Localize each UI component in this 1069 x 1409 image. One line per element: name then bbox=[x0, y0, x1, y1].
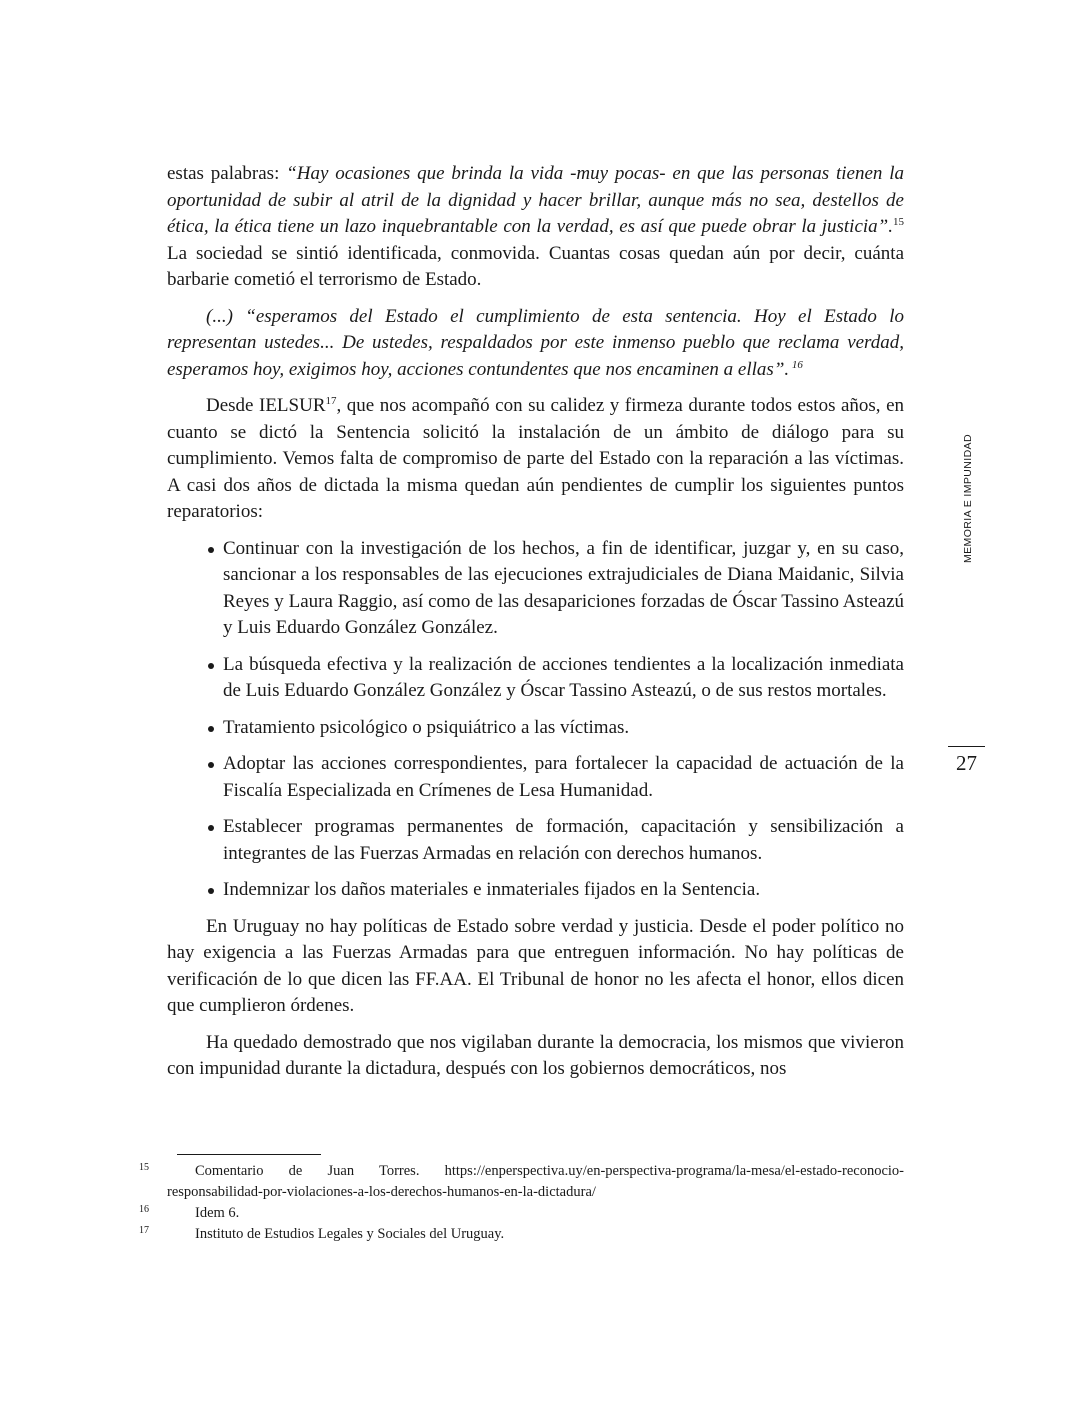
page-number: 27 bbox=[956, 751, 977, 775]
list-item: Adoptar las acciones correspondientes, para fortalecer la capacidad de actuación de la Fiscalía Especializada en Crímenes de Lesa Humanidad. bbox=[206, 751, 904, 804]
footnote-15 bbox=[139, 1161, 904, 1203]
footnote-text: Comentario de Juan Torres. https://enperspectiva.uy/en-perspectiva-programa/la-mesa/el-estado-reconocio-responsabilidad-por-violaciones-a-los-derechos-humanos-en-la-dictadura/ bbox=[167, 1163, 904, 1200]
paragraph-rest: La sociedad se sintió identificada, conmovida. Cuantas cosas quedan aún por decir, cuánta barbarie cometió el terrorismo de Estado. bbox=[167, 242, 904, 290]
footnote-text: Instituto de Estudios Legales y Sociales del Uruguay. bbox=[195, 1226, 505, 1242]
footnote-number: 15 bbox=[139, 1162, 149, 1173]
list-item: La búsqueda efectiva y la realización de acciones tendientes a la localización inmediata de Luis Eduardo González González y Óscar Tassino Asteazú, o de sus restos mortales. bbox=[206, 652, 904, 705]
list-item: Indemnizar los daños materiales e inmateriales fijados en la Sentencia. bbox=[206, 877, 904, 904]
paragraph-quote-torres bbox=[167, 161, 904, 294]
paragraph-ielsur bbox=[167, 393, 904, 526]
paragraph-uruguay-policies: En Uruguay no hay políticas de Estado sobre verdad y justicia. Desde el poder político no hay exigencia a las Fuerzas Armadas para que entreguen información. No hay políticas de verificación de lo que dicen las FF.AA. El Tribunal de honor no les afecta el honor, ellos dicen que cumplieron órdenes. bbox=[167, 915, 904, 1016]
footnotes bbox=[139, 1161, 904, 1245]
paragraph-surveillance: Ha quedado demostrado que nos vigilaban durante la democracia, los mismos que vivieron con impunidad durante la dictadura, después con los gobiernos democráticos, nos bbox=[167, 1031, 904, 1079]
paragraph-lead: Desde IELSUR bbox=[206, 395, 326, 416]
list-item: Continuar con la investigación de los hechos, a fin de identificar, juzgar y, en su caso, sancionar a los responsables de las ejecuciones extrajudiciales de Diana Maidanic, Silvia Reyes y Laura Raggio, así como de las desapariciones forzadas de Óscar Tassino Asteazú y Luis Eduardo González González. bbox=[206, 536, 904, 642]
body-text bbox=[167, 161, 904, 1093]
list-item: Establecer programas permanentes de formación, capacitación y sensibilización a integrantes de las Fuerzas Armadas en relación con derechos humanos. bbox=[206, 814, 904, 867]
running-section-title: MEMORIA E IMPUNIDAD bbox=[962, 434, 974, 563]
footnote-text: Idem 6. bbox=[195, 1205, 240, 1221]
footnote-16 bbox=[139, 1203, 904, 1224]
paragraph-quote-state bbox=[167, 304, 904, 384]
footnote-number: 17 bbox=[139, 1225, 149, 1236]
footnote-number: 16 bbox=[139, 1204, 149, 1215]
footnote-ref-17: 17 bbox=[325, 395, 337, 407]
quote-torres: “Hay ocasiones que brinda la vida -muy pocas- en que las personas tienen la oportunidad de subir al atril de la dignidad y hacer brillar, aunque más no sea, destellos de ética, la ética tiene un lazo inquebrantable con la verdad, es así que puede obrar la justicia”. bbox=[167, 163, 904, 237]
page-number-rule bbox=[948, 746, 985, 747]
paragraph-rest: , que nos acompañó con su calidez y firmeza durante todos estos años, en cuanto se dictó la Sentencia solicitó la instalación de un ámbito de diálogo para su cumplimiento. Vemos falta de compromiso de parte del Estado con la reparación a las víctimas. A casi dos años de dictada la misma quedan aún pendientes de cumplir los siguientes puntos reparatorios: bbox=[167, 395, 904, 522]
footnote-divider bbox=[177, 1154, 321, 1155]
footnote-ref-15: 15 bbox=[893, 216, 904, 228]
paragraph-lead: estas palabras: bbox=[167, 163, 287, 184]
footnote-17 bbox=[139, 1224, 904, 1245]
list-item: Tratamiento psicológico o psiquiátrico a las víctimas. bbox=[206, 715, 904, 742]
quote-state: (...) “esperamos del Estado el cumplimiento de esta sentencia. Hoy el Estado lo representan ustedes... De ustedes, respaldados por este inmenso pueblo que reclama verdad, esperamos hoy, exigimos hoy, acciones contundentes que nos encaminen a ellas”. bbox=[167, 305, 904, 380]
reparation-points-list bbox=[167, 536, 904, 904]
footnote-ref-16: 16 bbox=[789, 358, 803, 371]
